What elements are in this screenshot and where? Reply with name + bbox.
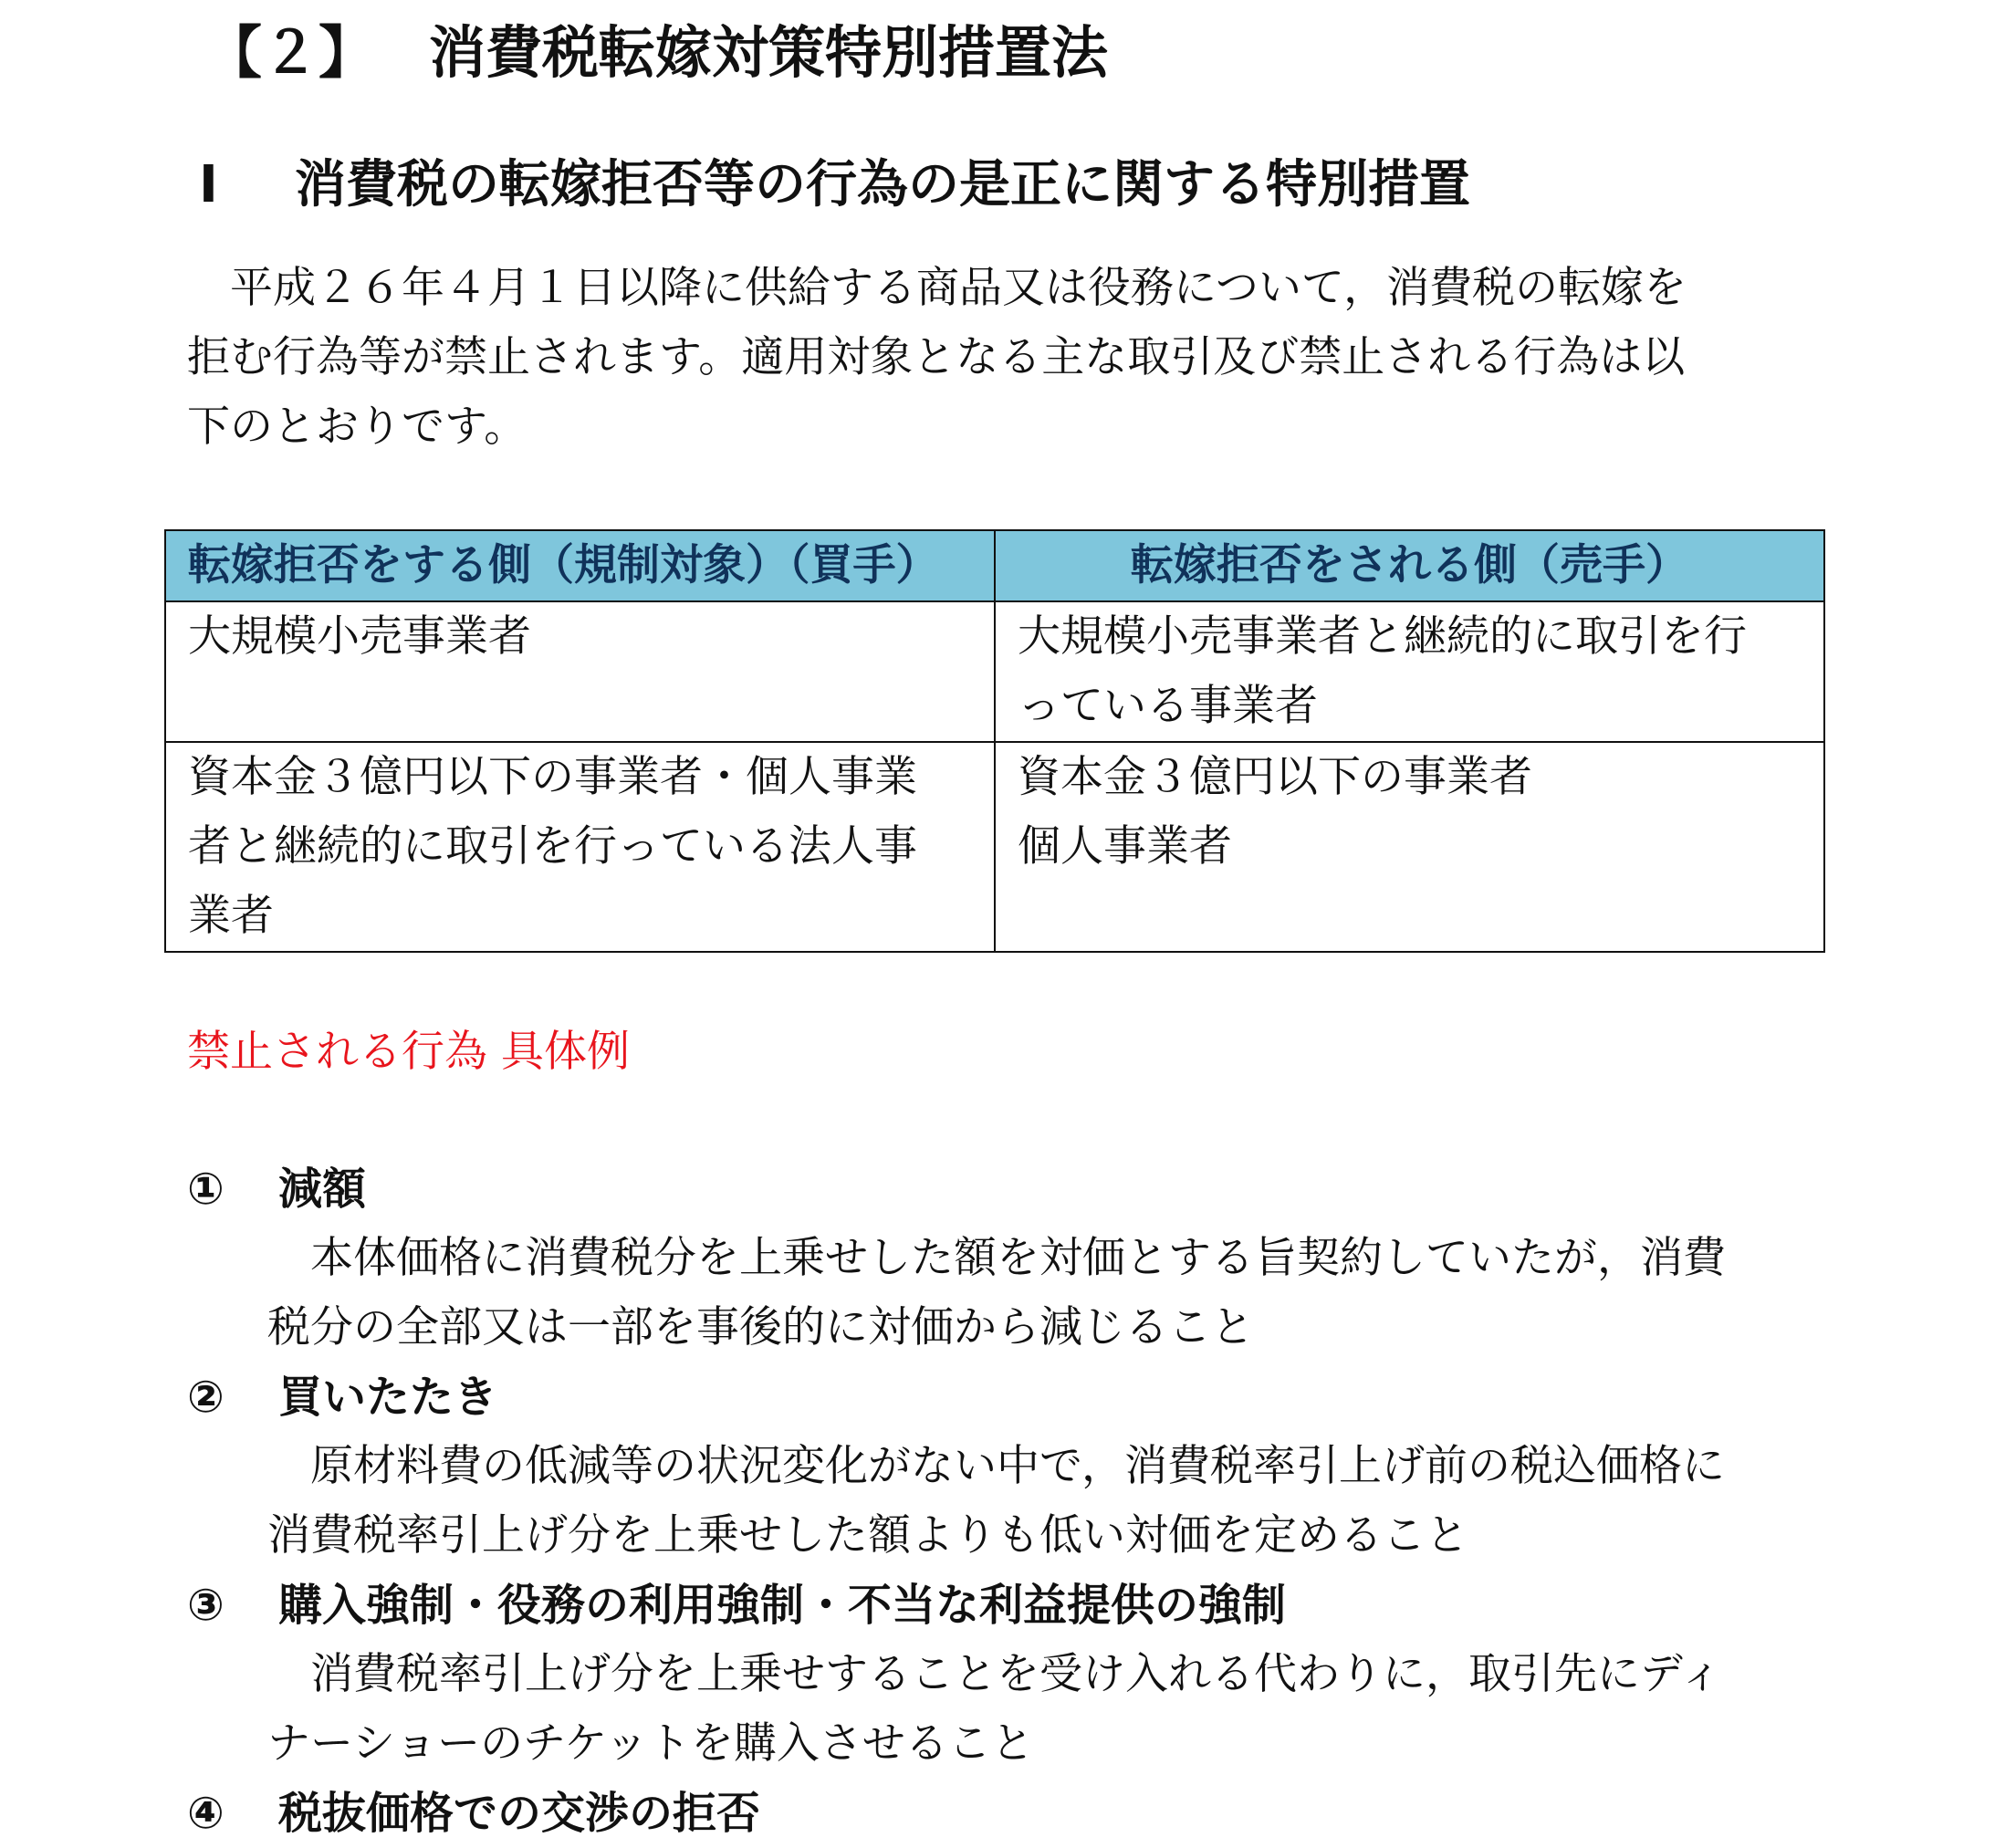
cell-text: 者と継続的に取引を行っている法人事 bbox=[188, 821, 917, 872]
item-title bbox=[187, 1363, 497, 1432]
table-header-buyer: 転嫁拒否をする側（規制対象）（買手） bbox=[165, 530, 995, 601]
item-body-line: ナーショーのチケットを購入させること bbox=[267, 1718, 1034, 1769]
item-title bbox=[187, 1571, 1286, 1640]
item-body-line: 消費税率引上げ分を上乗せすることを受け入れる代わりに，取引先にディ bbox=[310, 1649, 1723, 1699]
section-heading bbox=[205, 7, 1108, 99]
subsection-heading bbox=[199, 144, 1470, 226]
intro-line: 拒む行為等が禁止されます。適用対象となる主な取引及び禁止される行為は以 bbox=[187, 332, 1686, 382]
table-header-seller: 転嫁拒否をされる側（売手） bbox=[995, 530, 1824, 601]
table-cell-buyer bbox=[165, 601, 995, 742]
cell-text: 資本金３億円以下の事業者 bbox=[1018, 752, 1532, 802]
table-cell-seller bbox=[995, 742, 1824, 952]
item-title bbox=[187, 1154, 366, 1224]
item-body-line: 本体価格に消費税分を上乗せした額を対価とする旨契約していたが，消費 bbox=[310, 1233, 1726, 1283]
item-title bbox=[187, 1779, 760, 1848]
item-body bbox=[267, 1640, 1819, 1779]
table-row bbox=[165, 742, 1824, 952]
subsection-number: Ⅰ bbox=[199, 155, 218, 214]
section-title: 消費税転嫁対策特別措置法 bbox=[429, 19, 1109, 86]
table-header-row bbox=[165, 530, 1824, 601]
item-title-text: 税抜価格での交渉の拒否 bbox=[278, 1788, 761, 1839]
intro-paragraph bbox=[187, 254, 1821, 462]
intro-line: 平成２６年４月１日以降に供給する商品又は役務について，消費税の転嫁を bbox=[230, 263, 1687, 313]
section-number: 【２】 bbox=[205, 19, 376, 86]
cell-text: 業者 bbox=[188, 891, 274, 941]
table-cell-seller bbox=[995, 601, 1824, 742]
item-title-text: 買いたたき bbox=[278, 1372, 498, 1423]
cell-text: っている事業者 bbox=[1018, 681, 1318, 731]
item-title-text: 減額 bbox=[278, 1164, 367, 1215]
subsection-title: 消費税の転嫁拒否等の行為の是正に関する特別措置 bbox=[295, 155, 1470, 214]
item-body-line: 原材料費の低減等の状況変化がない中で，消費税率引上げ前の税込価格に bbox=[310, 1441, 1726, 1491]
cell-text: 個人事業者 bbox=[1018, 821, 1232, 872]
prohibited-acts-label: 禁止される行為 具体例 bbox=[187, 1027, 630, 1077]
item-body bbox=[267, 1432, 1819, 1571]
table-row bbox=[165, 601, 1824, 742]
item-number: ① bbox=[187, 1164, 225, 1215]
item-body-line: 税分の全部又は一部を事後的に対価から減じること bbox=[267, 1302, 1254, 1352]
item-body-line: 消費税率引上げ分を上乗せした額よりも低い対価を定めること bbox=[267, 1510, 1468, 1561]
cell-text: 大規模小売事業者 bbox=[188, 611, 531, 662]
cell-text: 資本金３億円以下の事業者・個人事業 bbox=[188, 752, 917, 802]
cell-text: 大規模小売事業者と継続的に取引を行 bbox=[1018, 611, 1747, 662]
item-number: ② bbox=[187, 1372, 225, 1423]
item-number: ③ bbox=[187, 1580, 225, 1631]
item-number: ④ bbox=[187, 1788, 225, 1839]
item-body bbox=[267, 1224, 1819, 1363]
table-cell-buyer bbox=[165, 742, 995, 952]
item-title-text: 購入強制・役務の利用強制・不当な利益提供の強制 bbox=[278, 1580, 1287, 1631]
transaction-table bbox=[164, 529, 1825, 953]
intro-line: 下のとおりです。 bbox=[187, 402, 527, 452]
